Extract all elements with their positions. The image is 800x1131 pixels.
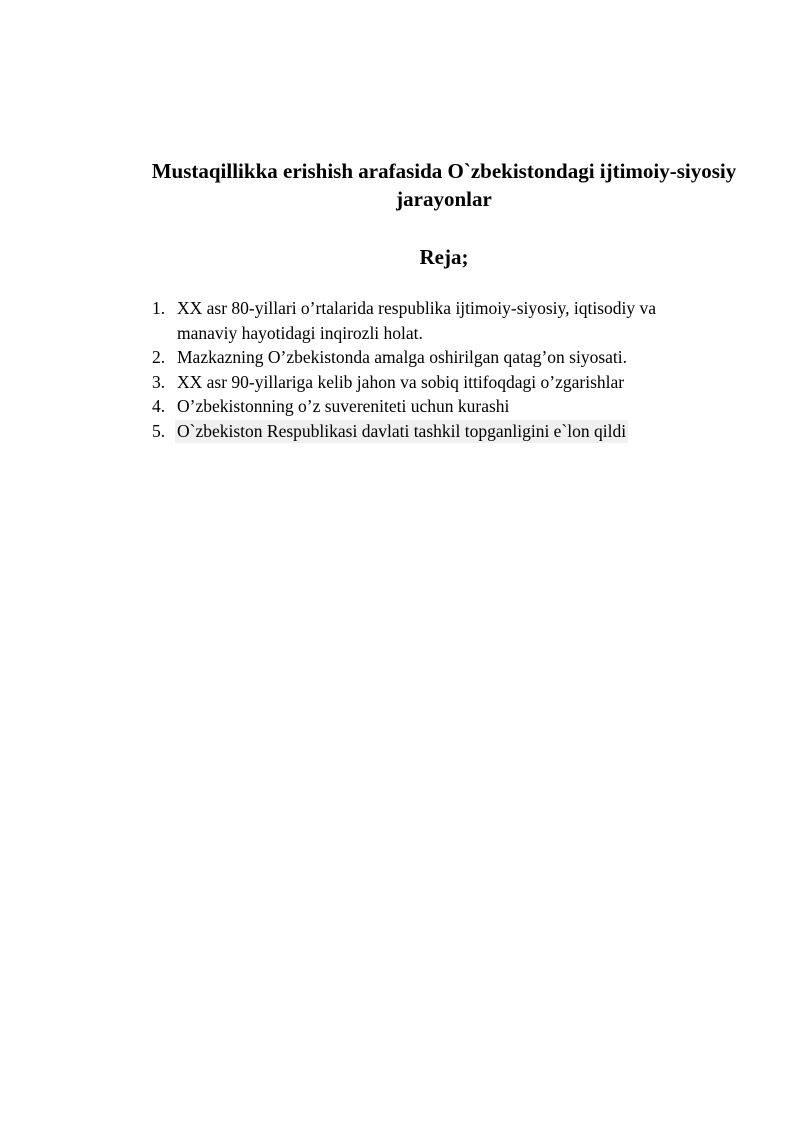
plan-item-1 xyxy=(152,296,712,345)
document-title xyxy=(140,157,748,213)
title-line-1: Mustaqillikka erishish arafasida O`zbekistondagi ijtimoiy-siyosiy xyxy=(151,159,737,183)
plan-item-text: XX asr 80-yillari o’rtalarida respublika ijtimoiy-siyosiy, iqtisodiy va manaviy hayotidagi inqirozli holat. xyxy=(177,298,657,343)
plan-item-4 xyxy=(152,394,712,419)
plan-heading: Reja; xyxy=(419,245,469,269)
plan-item-text: O`zbekiston Respublikasi davlati tashkil topganligini e`lon qildi xyxy=(177,420,627,441)
plan-item-5 xyxy=(152,419,712,444)
plan-item-number: 5. xyxy=(152,420,166,441)
title-line-2: jarayonlar xyxy=(396,187,492,211)
plan-list xyxy=(152,296,712,443)
plan-item-text: XX asr 90-yillariga kelib jahon va sobiq ittifoqdagi o’zgarishlar xyxy=(177,371,625,392)
plan-item-text: O’zbekistonning o’z suvereniteti uchun kurashi xyxy=(177,396,510,416)
plan-item-number: 2. xyxy=(152,347,166,367)
plan-item-number: 4. xyxy=(152,396,166,416)
plan-item-2 xyxy=(152,345,712,370)
plan-item-number: 3. xyxy=(152,371,166,392)
plan-item-text: Mazkazning O’zbekistonda amalga oshirilgan qatag’on siyosati. xyxy=(177,347,628,367)
plan-item-3 xyxy=(152,370,712,395)
plan-item-number: 1. xyxy=(152,298,166,318)
